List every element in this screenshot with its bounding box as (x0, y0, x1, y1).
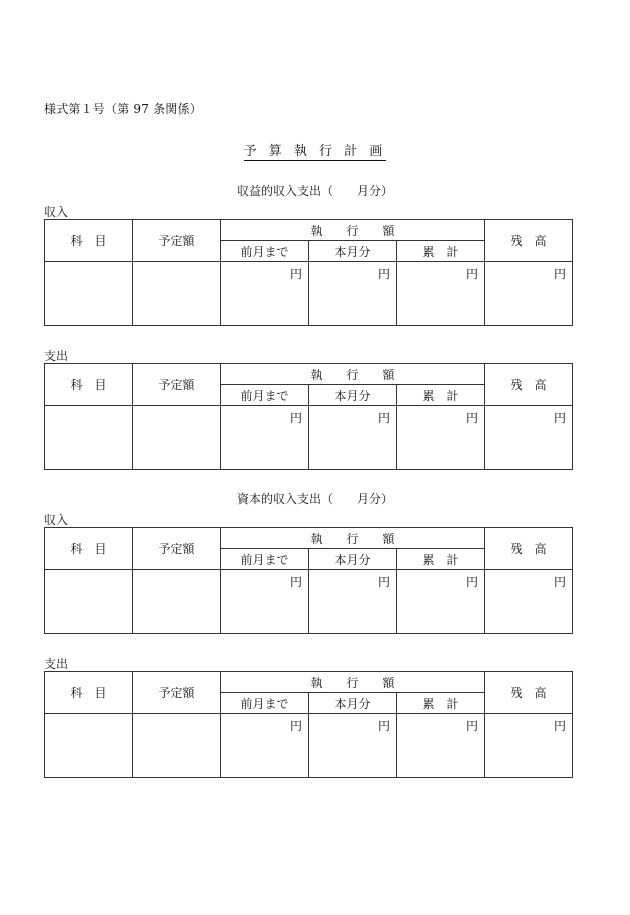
header-execution: 執 行 額 (221, 672, 485, 693)
cell-subject[interactable] (45, 262, 133, 326)
header-execution: 執 行 額 (221, 220, 485, 241)
cell-subject[interactable] (45, 714, 133, 778)
header-subject: 科 目 (45, 364, 133, 406)
cell-subject[interactable] (45, 570, 133, 634)
header-prev-month: 前月まで (221, 549, 309, 570)
header-execution: 執 行 額 (221, 528, 485, 549)
label-expense-2: 支出 (44, 657, 69, 671)
budget-table-revenue-1 (44, 219, 573, 326)
header-prev-month: 前月まで (221, 385, 309, 406)
header-this-month: 本月分 (309, 693, 397, 714)
cell-this-month[interactable]: 円 (309, 570, 397, 634)
cell-remaining[interactable]: 円 (485, 406, 573, 470)
cell-this-month[interactable]: 円 (309, 262, 397, 326)
header-remaining: 残 高 (485, 364, 573, 406)
cell-subject[interactable] (45, 406, 133, 470)
cell-remaining[interactable]: 円 (485, 262, 573, 326)
header-prev-month: 前月まで (221, 241, 309, 262)
form-number: 様式第１号（第 97 条関係） (44, 102, 202, 116)
header-remaining: 残 高 (485, 672, 573, 714)
cell-this-month[interactable]: 円 (309, 714, 397, 778)
cell-remaining[interactable]: 円 (485, 570, 573, 634)
section-title-revenue-expense: 収益的収入支出（ 月分） (236, 184, 393, 198)
header-cumulative: 累 計 (397, 385, 485, 406)
label-expense-1: 支出 (44, 349, 69, 363)
cell-cumulative[interactable]: 円 (397, 406, 485, 470)
budget-table-expense-1 (44, 363, 573, 470)
header-remaining: 残 高 (485, 220, 573, 262)
header-budget: 予定額 (133, 528, 221, 570)
header-budget: 予定額 (133, 364, 221, 406)
header-cumulative: 累 計 (397, 549, 485, 570)
cell-cumulative[interactable]: 円 (397, 262, 485, 326)
cell-budget[interactable] (133, 570, 221, 634)
header-this-month: 本月分 (309, 385, 397, 406)
cell-prev-month[interactable]: 円 (221, 406, 309, 470)
header-budget: 予定額 (133, 220, 221, 262)
header-budget: 予定額 (133, 672, 221, 714)
cell-budget[interactable] (133, 714, 221, 778)
cell-budget[interactable] (133, 262, 221, 326)
header-subject: 科 目 (45, 220, 133, 262)
header-this-month: 本月分 (309, 241, 397, 262)
header-prev-month: 前月まで (221, 693, 309, 714)
budget-table-expense-2 (44, 671, 573, 778)
page-title-text: 予 算 執 行 計 画 (243, 144, 387, 159)
header-subject: 科 目 (45, 528, 133, 570)
header-remaining: 残 高 (485, 528, 573, 570)
header-cumulative: 累 計 (397, 241, 485, 262)
header-execution: 執 行 額 (221, 364, 485, 385)
cell-budget[interactable] (133, 406, 221, 470)
cell-remaining[interactable]: 円 (485, 714, 573, 778)
cell-cumulative[interactable]: 円 (397, 570, 485, 634)
label-revenue-2: 収入 (44, 513, 69, 527)
label-revenue-1: 収入 (44, 205, 69, 219)
header-this-month: 本月分 (309, 549, 397, 570)
header-cumulative: 累 計 (397, 693, 485, 714)
budget-table-revenue-2 (44, 527, 573, 634)
cell-prev-month[interactable]: 円 (221, 570, 309, 634)
section-title-capital: 資本的収入支出（ 月分） (236, 492, 393, 506)
page-title (0, 140, 630, 159)
cell-prev-month[interactable]: 円 (221, 262, 309, 326)
header-subject: 科 目 (45, 672, 133, 714)
cell-cumulative[interactable]: 円 (397, 714, 485, 778)
cell-this-month[interactable]: 円 (309, 406, 397, 470)
cell-prev-month[interactable]: 円 (221, 714, 309, 778)
